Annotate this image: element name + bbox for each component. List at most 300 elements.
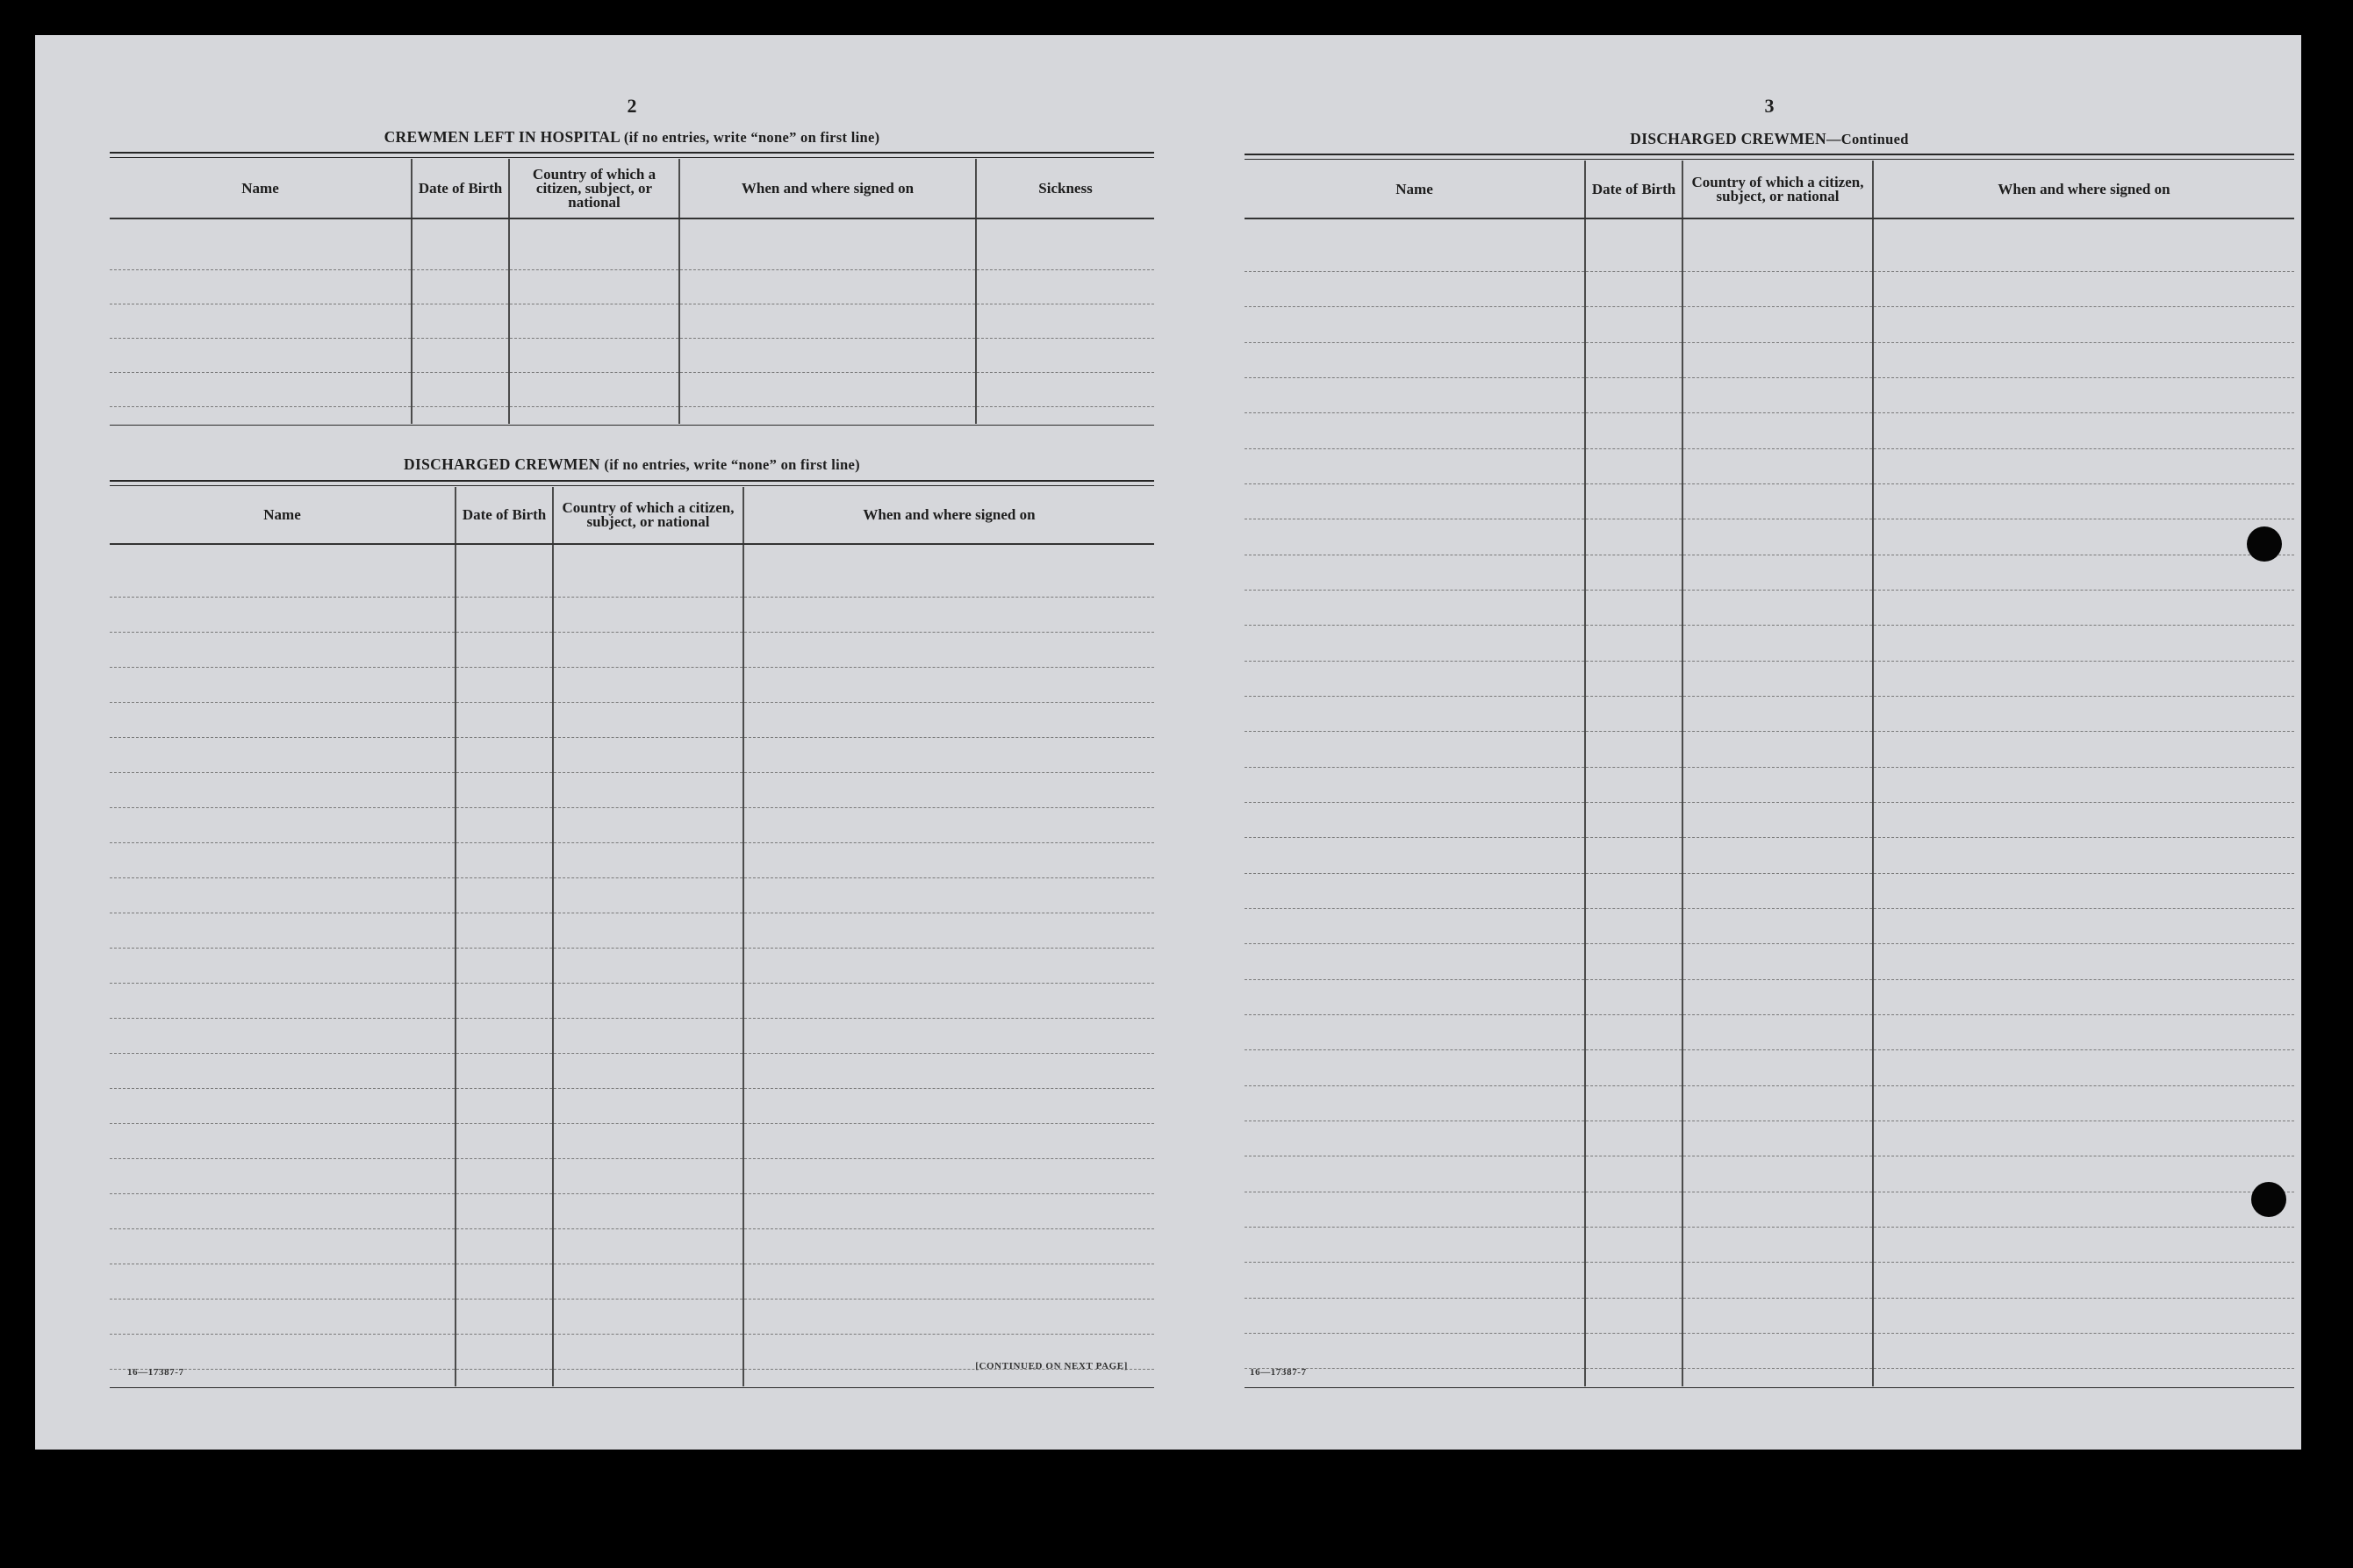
blank-entry-cell xyxy=(1585,555,1682,590)
blank-entry-row xyxy=(110,1264,1154,1299)
blank-entry-cell xyxy=(1873,1263,2294,1298)
double-rule xyxy=(110,152,1154,154)
blank-entry-cell xyxy=(1245,626,1585,661)
blank-entry-cell xyxy=(456,983,553,1018)
blank-entry-cell xyxy=(1585,413,1682,448)
blank-entry-cell xyxy=(679,373,976,407)
col-signed-on: When and where signed on xyxy=(1873,161,2294,218)
blank-entry-cell xyxy=(1873,1227,2294,1262)
blank-entry-cell xyxy=(743,842,1154,877)
blank-entry-cell xyxy=(1873,483,2294,519)
col-date-of-birth: Date of Birth xyxy=(1585,161,1682,218)
blank-entry-cell xyxy=(110,877,456,913)
binder-punch-hole xyxy=(2247,526,2282,562)
blank-entry-row xyxy=(110,1088,1154,1123)
blank-entry-cell xyxy=(976,304,1154,339)
blank-entry-cell xyxy=(743,1123,1154,1158)
blank-entry-cell xyxy=(1682,218,1873,272)
blank-entry-cell xyxy=(1245,307,1585,342)
blank-entry-cell xyxy=(1682,377,1873,412)
blank-entry-cell xyxy=(553,983,743,1018)
blank-entry-row xyxy=(1245,696,2294,731)
blank-entry-cell xyxy=(743,948,1154,983)
blank-entry-cell xyxy=(1245,218,1585,272)
blank-entry-cell xyxy=(553,807,743,842)
blank-entry-cell xyxy=(1682,272,1873,307)
blank-entry-row xyxy=(1245,448,2294,483)
blank-entry-cell xyxy=(456,1088,553,1123)
blank-entry-cell xyxy=(553,1369,743,1386)
blank-entry-row xyxy=(110,913,1154,948)
blank-entry-cell xyxy=(1873,272,2294,307)
blank-entry-cell xyxy=(1245,1014,1585,1049)
blank-entry-row xyxy=(1245,1014,2294,1049)
blank-entry-cell xyxy=(509,339,679,373)
blank-entry-cell xyxy=(1873,555,2294,590)
blank-entry-cell xyxy=(110,373,412,407)
blank-entry-cell xyxy=(1682,1298,1873,1333)
blank-entry-cell xyxy=(743,667,1154,702)
blank-entry-cell xyxy=(679,218,976,270)
blank-entry-cell xyxy=(553,1018,743,1053)
discharged-title: DISCHARGED CREWMEN xyxy=(404,455,600,473)
blank-entry-cell xyxy=(1245,1298,1585,1333)
blank-entry-row xyxy=(110,270,1154,304)
blank-entry-cell xyxy=(110,983,456,1018)
blank-entry-cell xyxy=(1245,1227,1585,1262)
blank-entry-cell xyxy=(553,1334,743,1369)
blank-entry-cell xyxy=(1682,519,1873,555)
blank-entry-cell xyxy=(110,1053,456,1088)
blank-entry-cell xyxy=(743,737,1154,772)
blank-entry-cell xyxy=(553,1088,743,1123)
blank-entry-cell xyxy=(412,373,509,407)
blank-entry-row xyxy=(110,737,1154,772)
blank-entry-row xyxy=(1245,626,2294,661)
blank-entry-cell xyxy=(412,218,509,270)
blank-entry-cell xyxy=(110,1334,456,1369)
blank-entry-cell xyxy=(1682,979,1873,1014)
blank-entry-cell xyxy=(1682,873,1873,908)
blank-entry-cell xyxy=(110,737,456,772)
blank-entry-row xyxy=(1245,802,2294,837)
blank-entry-cell xyxy=(553,1299,743,1334)
blank-entry-cell xyxy=(553,1053,743,1088)
blank-entry-cell xyxy=(509,407,679,425)
blank-entry-cell xyxy=(1873,307,2294,342)
blank-entry-cell xyxy=(679,270,976,304)
blank-entry-cell xyxy=(1585,1014,1682,1049)
blank-entry-cell xyxy=(1245,448,1585,483)
rule xyxy=(110,157,1154,158)
blank-entry-cell xyxy=(1873,626,2294,661)
blank-entry-cell xyxy=(553,913,743,948)
blank-entry-cell xyxy=(456,1334,553,1369)
blank-entry-cell xyxy=(509,218,679,270)
discharged-continued-table xyxy=(1245,161,2294,1386)
blank-entry-cell xyxy=(110,842,456,877)
blank-entry-cell xyxy=(509,270,679,304)
blank-entry-cell xyxy=(743,1193,1154,1228)
blank-entry-cell xyxy=(412,339,509,373)
blank-entry-cell xyxy=(1682,413,1873,448)
blank-entry-cell xyxy=(110,1158,456,1193)
blank-entry-row xyxy=(110,772,1154,807)
blank-entry-row xyxy=(110,877,1154,913)
blank-entry-cell xyxy=(1873,590,2294,625)
blank-entry-cell xyxy=(976,373,1154,407)
blank-entry-cell xyxy=(1585,1298,1682,1333)
blank-entry-cell xyxy=(1245,944,1585,979)
blank-entry-cell xyxy=(110,270,412,304)
blank-entry-cell xyxy=(1682,1369,1873,1386)
blank-entry-cell xyxy=(1873,802,2294,837)
blank-entry-cell xyxy=(456,807,553,842)
blank-entry-row xyxy=(1245,1050,2294,1085)
blank-entry-cell xyxy=(1245,555,1585,590)
blank-entry-row xyxy=(110,842,1154,877)
blank-entry-cell xyxy=(456,1193,553,1228)
blank-entry-cell xyxy=(1682,590,1873,625)
blank-entry-cell xyxy=(743,1088,1154,1123)
blank-entry-cell xyxy=(1873,218,2294,272)
blank-entry-cell xyxy=(1245,661,1585,696)
blank-entry-cell xyxy=(456,913,553,948)
blank-entry-cell xyxy=(553,1158,743,1193)
blank-entry-cell xyxy=(456,632,553,667)
blank-entry-row xyxy=(1245,661,2294,696)
blank-entry-cell xyxy=(1873,377,2294,412)
blank-entry-row xyxy=(110,667,1154,702)
blank-entry-cell xyxy=(1585,307,1682,342)
blank-entry-cell xyxy=(553,877,743,913)
blank-entry-cell xyxy=(553,737,743,772)
blank-entry-row xyxy=(1245,1333,2294,1368)
blank-entry-cell xyxy=(743,1228,1154,1264)
blank-entry-row xyxy=(1245,908,2294,943)
blank-entry-cell xyxy=(1682,1014,1873,1049)
blank-entry-cell xyxy=(110,807,456,842)
blank-entry-cell xyxy=(1585,979,1682,1014)
blank-entry-cell xyxy=(1682,626,1873,661)
blank-entry-cell xyxy=(1585,802,1682,837)
page-2 xyxy=(110,35,1154,1450)
blank-entry-cell xyxy=(110,772,456,807)
blank-entry-cell xyxy=(1873,908,2294,943)
blank-entry-cell xyxy=(743,632,1154,667)
blank-entry-cell xyxy=(679,339,976,373)
blank-entry-cell xyxy=(110,667,456,702)
blank-entry-row xyxy=(1245,1156,2294,1192)
col-name: Name xyxy=(110,487,456,544)
blank-entry-cell xyxy=(1245,1121,1585,1156)
blank-entry-row xyxy=(1245,307,2294,342)
blank-entry-cell xyxy=(1585,1227,1682,1262)
blank-entry-cell xyxy=(553,597,743,632)
blank-entry-cell xyxy=(110,407,412,425)
blank-entry-cell xyxy=(743,913,1154,948)
blank-entry-cell xyxy=(110,1088,456,1123)
blank-entry-cell xyxy=(1245,272,1585,307)
blank-entry-row xyxy=(1245,1263,2294,1298)
blank-entry-cell xyxy=(1585,377,1682,412)
rule xyxy=(1245,1387,2294,1388)
blank-entry-cell xyxy=(743,1158,1154,1193)
blank-entry-cell xyxy=(1585,944,1682,979)
blank-entry-cell xyxy=(456,1053,553,1088)
blank-entry-cell xyxy=(976,407,1154,425)
blank-entry-cell xyxy=(456,1228,553,1264)
blank-entry-cell xyxy=(1682,1263,1873,1298)
blank-entry-cell xyxy=(1245,802,1585,837)
col-date-of-birth: Date of Birth xyxy=(456,487,553,544)
blank-entry-cell xyxy=(456,667,553,702)
blank-entry-row xyxy=(1245,519,2294,555)
discharged-title-note: (if no entries, write “none” on first line) xyxy=(604,456,860,473)
blank-entry-cell xyxy=(1585,873,1682,908)
blank-entry-row xyxy=(110,1158,1154,1193)
blank-entry-cell xyxy=(1873,1085,2294,1121)
page-number: 3 xyxy=(1764,95,1775,117)
blank-entry-row xyxy=(1245,590,2294,625)
blank-entry-cell xyxy=(1682,732,1873,767)
blank-entry-row xyxy=(1245,838,2294,873)
blank-entry-cell xyxy=(1873,661,2294,696)
blank-entry-cell xyxy=(412,304,509,339)
form-sheet xyxy=(35,35,2301,1450)
blank-entry-row xyxy=(110,632,1154,667)
col-country: Country of which a citizen, subject, or national xyxy=(509,159,679,218)
blank-entry-cell xyxy=(1585,519,1682,555)
blank-entry-cell xyxy=(553,702,743,737)
hospital-title-note: (if no entries, write “none” on first line) xyxy=(623,129,880,146)
blank-entry-row xyxy=(1245,218,2294,272)
blank-entry-cell xyxy=(1873,944,2294,979)
blank-entry-cell xyxy=(110,218,412,270)
blank-entry-cell xyxy=(553,544,743,597)
blank-entry-row xyxy=(1245,555,2294,590)
blank-entry-cell xyxy=(1585,272,1682,307)
rule xyxy=(1245,159,2294,160)
page-3 xyxy=(1245,35,2294,1450)
blank-entry-cell xyxy=(1873,1333,2294,1368)
blank-entry-row xyxy=(110,983,1154,1018)
blank-entry-cell xyxy=(110,544,456,597)
blank-entry-cell xyxy=(553,1193,743,1228)
blank-entry-cell xyxy=(1245,342,1585,377)
blank-entry-cell xyxy=(1585,767,1682,802)
binder-punch-hole xyxy=(2251,1182,2286,1217)
blank-entry-row xyxy=(110,304,1154,339)
col-signed-on: When and where signed on xyxy=(679,159,976,218)
blank-entry-cell xyxy=(110,304,412,339)
col-date-of-birth: Date of Birth xyxy=(412,159,509,218)
blank-entry-cell xyxy=(456,948,553,983)
blank-entry-cell xyxy=(1585,732,1682,767)
blank-entry-cell xyxy=(456,1299,553,1334)
rule xyxy=(110,485,1154,486)
blank-entry-cell xyxy=(412,407,509,425)
blank-entry-cell xyxy=(553,667,743,702)
blank-entry-cell xyxy=(1245,732,1585,767)
blank-entry-cell xyxy=(456,702,553,737)
blank-entry-cell xyxy=(743,597,1154,632)
blank-entry-cell xyxy=(1682,1050,1873,1085)
blank-entry-cell xyxy=(456,1018,553,1053)
discharged-continued-title xyxy=(1245,130,2294,148)
blank-entry-row xyxy=(110,218,1154,270)
blank-entry-row xyxy=(1245,1192,2294,1227)
blank-entry-cell xyxy=(553,772,743,807)
blank-entry-row xyxy=(1245,979,2294,1014)
blank-entry-cell xyxy=(456,597,553,632)
blank-entry-row xyxy=(110,373,1154,407)
blank-entry-cell xyxy=(1585,1156,1682,1192)
blank-entry-cell xyxy=(1873,1369,2294,1386)
blank-entry-row xyxy=(1245,483,2294,519)
col-country: Country of which a citizen, subject, or national xyxy=(553,487,743,544)
col-sickness: Sickness xyxy=(976,159,1154,218)
blank-entry-cell xyxy=(456,1158,553,1193)
blank-entry-cell xyxy=(1682,483,1873,519)
discharged-table xyxy=(110,487,1154,1386)
blank-entry-cell xyxy=(976,339,1154,373)
blank-entry-row xyxy=(110,807,1154,842)
blank-entry-cell xyxy=(456,877,553,913)
blank-entry-cell xyxy=(1245,413,1585,448)
blank-entry-cell xyxy=(1873,519,2294,555)
rule xyxy=(110,425,1154,426)
blank-entry-row xyxy=(1245,413,2294,448)
blank-entry-cell xyxy=(1585,1085,1682,1121)
blank-entry-cell xyxy=(1585,626,1682,661)
blank-entry-cell xyxy=(110,1228,456,1264)
blank-entry-cell xyxy=(1873,873,2294,908)
blank-entry-cell xyxy=(1682,1227,1873,1262)
double-rule xyxy=(110,480,1154,482)
blank-entry-cell xyxy=(110,702,456,737)
blank-entry-cell xyxy=(1245,1192,1585,1227)
blank-entry-row xyxy=(110,1193,1154,1228)
blank-entry-cell xyxy=(110,1264,456,1299)
blank-entry-cell xyxy=(743,702,1154,737)
blank-entry-row xyxy=(110,1299,1154,1334)
blank-entry-cell xyxy=(1585,1369,1682,1386)
blank-entry-cell xyxy=(976,218,1154,270)
blank-entry-row xyxy=(110,1369,1154,1386)
continued-note: [CONTINUED ON NEXT PAGE] xyxy=(975,1361,1128,1371)
blank-entry-cell xyxy=(743,772,1154,807)
blank-entry-row xyxy=(110,339,1154,373)
col-country: Country of which a citizen, subject, or national xyxy=(1682,161,1873,218)
blank-entry-row xyxy=(110,597,1154,632)
blank-entry-row xyxy=(1245,272,2294,307)
blank-entry-row xyxy=(1245,1121,2294,1156)
blank-entry-cell xyxy=(456,1264,553,1299)
blank-entry-cell xyxy=(553,632,743,667)
blank-entry-row xyxy=(1245,767,2294,802)
blank-entry-cell xyxy=(1245,519,1585,555)
blank-entry-cell xyxy=(1873,838,2294,873)
blank-entry-cell xyxy=(1245,1050,1585,1085)
blank-entry-row xyxy=(110,948,1154,983)
blank-entry-cell xyxy=(1873,448,2294,483)
blank-entry-cell xyxy=(456,737,553,772)
col-name: Name xyxy=(1245,161,1585,218)
blank-entry-cell xyxy=(743,983,1154,1018)
blank-entry-cell xyxy=(1585,696,1682,731)
blank-entry-cell xyxy=(1873,1156,2294,1192)
blank-entry-cell xyxy=(110,913,456,948)
form-number: 16—17387-7 xyxy=(127,1367,184,1378)
blank-entry-cell xyxy=(1682,307,1873,342)
blank-entry-cell xyxy=(743,1053,1154,1088)
blank-entry-cell xyxy=(553,842,743,877)
blank-entry-cell xyxy=(1682,555,1873,590)
blank-entry-row xyxy=(110,1018,1154,1053)
blank-entry-cell xyxy=(679,407,976,425)
hospital-title: CREWMEN LEFT IN HOSPITAL xyxy=(384,128,621,146)
blank-entry-cell xyxy=(412,270,509,304)
blank-entry-cell xyxy=(1682,342,1873,377)
blank-entry-row xyxy=(1245,1085,2294,1121)
blank-entry-cell xyxy=(1873,979,2294,1014)
blank-entry-cell xyxy=(1245,483,1585,519)
blank-entry-cell xyxy=(110,632,456,667)
blank-entry-cell xyxy=(1585,1333,1682,1368)
discharged-title: DISCHARGED CREWMEN xyxy=(1630,130,1826,147)
blank-entry-cell xyxy=(1873,696,2294,731)
blank-entry-cell xyxy=(1585,448,1682,483)
blank-entry-row xyxy=(110,1123,1154,1158)
rule xyxy=(110,1387,1154,1388)
blank-entry-cell xyxy=(110,339,412,373)
blank-entry-row xyxy=(1245,873,2294,908)
blank-entry-row xyxy=(1245,944,2294,979)
blank-entry-row xyxy=(110,1053,1154,1088)
double-rule xyxy=(1245,154,2294,155)
blank-entry-cell xyxy=(679,304,976,339)
blank-entry-cell xyxy=(1245,767,1585,802)
blank-entry-cell xyxy=(743,544,1154,597)
blank-entry-cell xyxy=(1873,1192,2294,1227)
blank-entry-cell xyxy=(456,1369,553,1386)
blank-entry-cell xyxy=(1873,732,2294,767)
blank-entry-cell xyxy=(743,1369,1154,1386)
title-suffix: —Continued xyxy=(1826,131,1909,147)
blank-entry-cell xyxy=(1873,767,2294,802)
blank-entry-row xyxy=(1245,732,2294,767)
blank-entry-cell xyxy=(509,304,679,339)
blank-entry-cell xyxy=(1245,873,1585,908)
blank-entry-cell xyxy=(1682,944,1873,979)
blank-entry-row xyxy=(1245,1227,2294,1262)
blank-entry-cell xyxy=(110,1123,456,1158)
blank-entry-cell xyxy=(1585,1050,1682,1085)
page-number: 2 xyxy=(627,95,637,117)
blank-entry-cell xyxy=(456,1123,553,1158)
blank-entry-cell xyxy=(456,772,553,807)
blank-entry-cell xyxy=(1245,1333,1585,1368)
blank-entry-row xyxy=(110,544,1154,597)
blank-entry-cell xyxy=(743,1018,1154,1053)
blank-entry-cell xyxy=(1245,590,1585,625)
blank-entry-cell xyxy=(1873,413,2294,448)
blank-entry-cell xyxy=(1245,1263,1585,1298)
blank-entry-cell xyxy=(1682,1192,1873,1227)
blank-entry-cell xyxy=(1245,1156,1585,1192)
blank-entry-cell xyxy=(1585,838,1682,873)
